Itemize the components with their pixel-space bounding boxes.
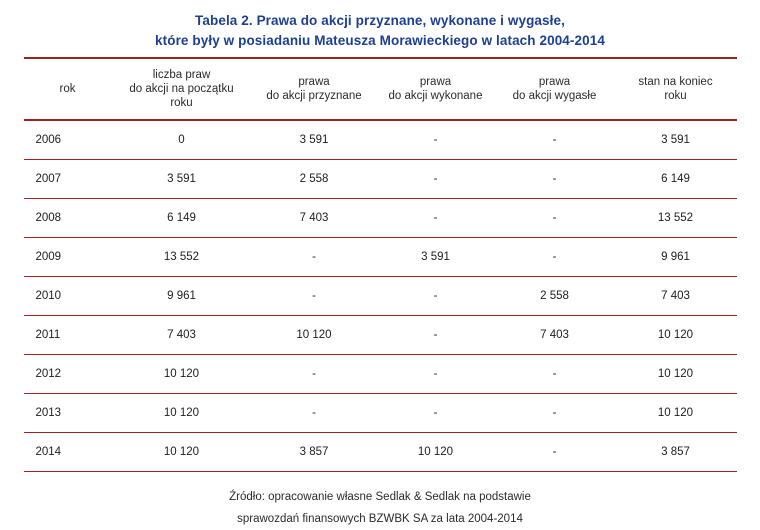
cell-year: 2008 <box>24 199 112 238</box>
table-header-row <box>24 58 737 120</box>
cell-start: 0 <box>112 120 252 160</box>
column-header-start-line-3: roku <box>170 97 193 109</box>
cell-expired: - <box>495 433 615 472</box>
table-container <box>24 57 737 472</box>
cell-end: 13 552 <box>615 199 737 238</box>
cell-granted: 3 591 <box>252 120 377 160</box>
cell-start: 7 403 <box>112 316 252 355</box>
column-header-end <box>615 58 737 120</box>
cell-executed: - <box>377 160 495 199</box>
cell-end: 6 149 <box>615 160 737 199</box>
column-header-expired-line-1: prawa <box>538 76 571 88</box>
cell-year: 2009 <box>24 238 112 277</box>
column-header-executed-line-2: do akcji wykonane <box>388 90 483 102</box>
source-note <box>0 486 760 530</box>
cell-granted: 3 857 <box>252 433 377 472</box>
cell-expired: 7 403 <box>495 316 615 355</box>
table-row <box>24 160 737 199</box>
cell-start: 6 149 <box>112 199 252 238</box>
cell-start: 10 120 <box>112 433 252 472</box>
table-row <box>24 199 737 238</box>
cell-granted: - <box>252 277 377 316</box>
share-rights-table <box>24 57 737 472</box>
column-header-executed-line-1: prawa <box>419 76 452 88</box>
cell-year: 2012 <box>24 355 112 394</box>
cell-year: 2011 <box>24 316 112 355</box>
figure-title <box>0 0 760 51</box>
column-header-granted-line-1: prawa <box>298 76 330 88</box>
column-header-rok <box>24 58 112 120</box>
cell-expired: 2 558 <box>495 277 615 316</box>
cell-executed: - <box>377 316 495 355</box>
column-header-rok-line-1: rok <box>59 83 76 95</box>
column-header-expired <box>495 58 615 120</box>
table-row <box>24 277 737 316</box>
cell-granted: 10 120 <box>252 316 377 355</box>
table-row <box>24 316 737 355</box>
cell-executed: - <box>377 394 495 433</box>
figure-title-line-2: które były w posiadaniu Mateusza Morawieckiego w latach 2004-2014 <box>155 33 605 48</box>
cell-expired: - <box>495 394 615 433</box>
cell-end: 3 857 <box>615 433 737 472</box>
figure-title-line-1: Tabela 2. Prawa do akcji przyznane, wykonane i wygasłe, <box>195 13 565 28</box>
column-header-end-line-2: roku <box>664 90 687 102</box>
cell-granted: 2 558 <box>252 160 377 199</box>
cell-year: 2010 <box>24 277 112 316</box>
cell-granted: - <box>252 238 377 277</box>
cell-end: 10 120 <box>615 316 737 355</box>
cell-end: 3 591 <box>615 120 737 160</box>
column-header-granted-line-2: do akcji przyznane <box>266 90 362 102</box>
cell-expired: - <box>495 238 615 277</box>
cell-start: 13 552 <box>112 238 252 277</box>
cell-start: 9 961 <box>112 277 252 316</box>
table-row <box>24 120 737 160</box>
cell-granted: - <box>252 355 377 394</box>
table-row <box>24 433 737 472</box>
cell-start: 10 120 <box>112 355 252 394</box>
cell-start: 10 120 <box>112 394 252 433</box>
column-header-expired-line-2: do akcji wygasłe <box>512 90 597 102</box>
table-body <box>24 120 737 472</box>
cell-executed: - <box>377 355 495 394</box>
cell-year: 2007 <box>24 160 112 199</box>
cell-end: 10 120 <box>615 394 737 433</box>
cell-end: 10 120 <box>615 355 737 394</box>
cell-end: 9 961 <box>615 238 737 277</box>
cell-year: 2014 <box>24 433 112 472</box>
cell-expired: - <box>495 199 615 238</box>
column-header-end-line-1: stan na koniec <box>638 76 713 88</box>
column-header-start-line-2: do akcji na początku <box>129 83 234 95</box>
table-row <box>24 238 737 277</box>
cell-expired: - <box>495 120 615 160</box>
cell-granted: - <box>252 394 377 433</box>
column-header-start <box>112 58 252 120</box>
cell-executed: - <box>377 277 495 316</box>
cell-executed: - <box>377 199 495 238</box>
column-header-executed <box>377 58 495 120</box>
cell-end: 7 403 <box>615 277 737 316</box>
cell-executed: 3 591 <box>377 238 495 277</box>
table-header <box>24 58 737 120</box>
source-note-line-2: sprawozdań finansowych BZWBK SA za lata 2004-2014 <box>237 513 523 525</box>
cell-start: 3 591 <box>112 160 252 199</box>
column-header-granted <box>252 58 377 120</box>
cell-expired: - <box>495 355 615 394</box>
cell-executed: - <box>377 120 495 160</box>
column-header-start-line-1: liczba praw <box>152 69 211 81</box>
cell-executed: 10 120 <box>377 433 495 472</box>
table-row <box>24 355 737 394</box>
cell-year: 2013 <box>24 394 112 433</box>
cell-granted: 7 403 <box>252 199 377 238</box>
cell-year: 2006 <box>24 120 112 160</box>
table-row <box>24 394 737 433</box>
cell-expired: - <box>495 160 615 199</box>
source-note-line-1: Źródło: opracowanie własne Sedlak & Sedlak na podstawie <box>229 491 531 503</box>
